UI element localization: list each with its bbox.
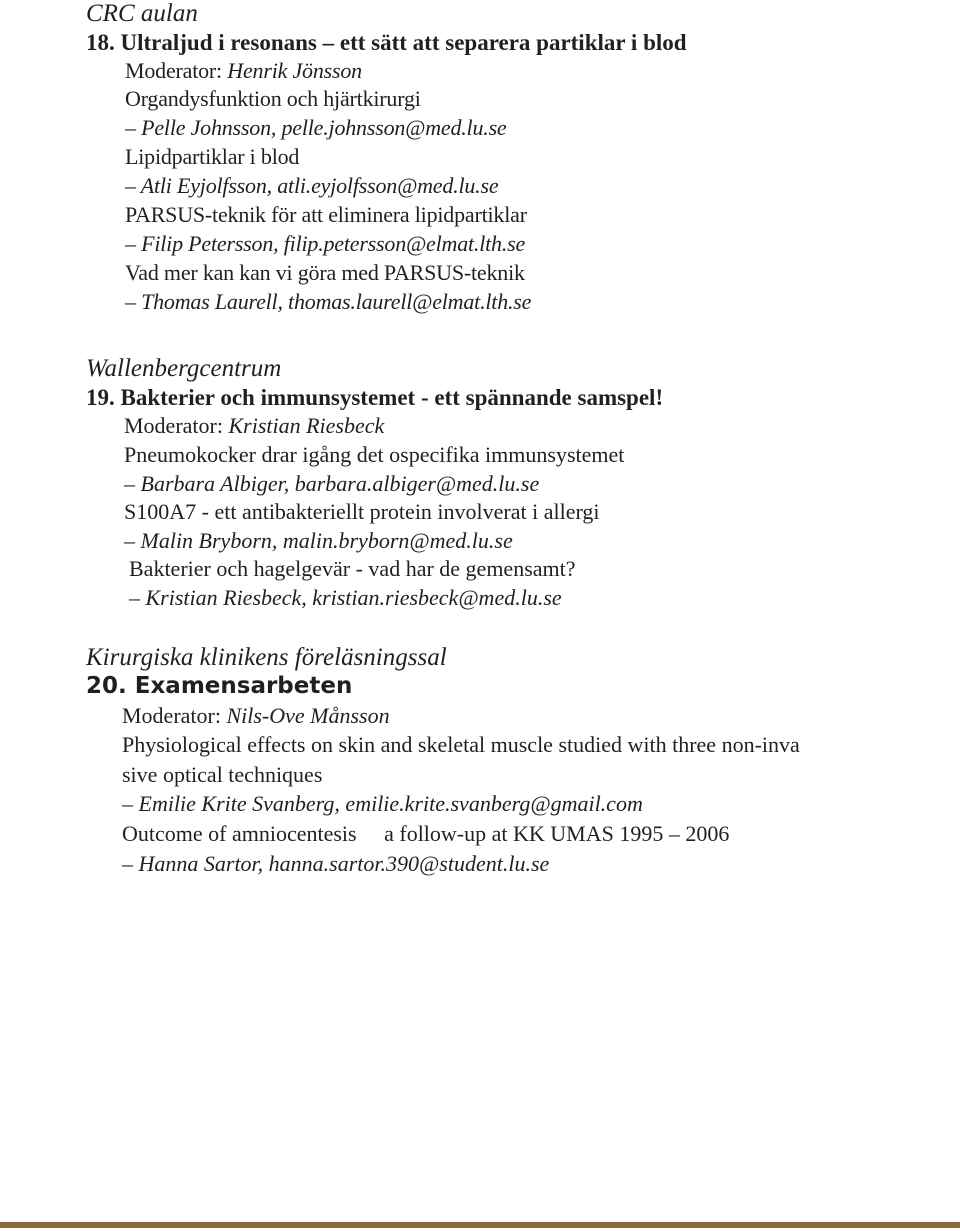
moderator-label: Moderator:	[124, 413, 229, 438]
talk-speaker: – Emilie Krite Svanberg, emilie.krite.svanberg@gmail.com	[122, 791, 643, 816]
talk-title: Lipidpartiklar i blod	[125, 144, 300, 169]
talk-title: S100A7 - ett antibakteriellt protein involverat i allergi	[124, 499, 600, 524]
talk-speaker: – Hanna Sartor, hanna.sartor.390@student.lu.se	[122, 851, 550, 876]
moderator-name: Kristian Riesbeck	[228, 413, 385, 438]
session-title: 20. Examensarbeten	[86, 673, 353, 699]
venue-heading: Kirurgiska klinikens föreläsningssal	[86, 644, 447, 671]
talk-speaker: – Kristian Riesbeck, kristian.riesbeck@med.lu.se	[129, 585, 562, 610]
talk-speaker: – Filip Petersson, filip.petersson@elmat.lth.se	[125, 231, 526, 256]
moderator-name: Nils-Ove Månsson	[226, 703, 390, 728]
talk-speaker: – Pelle Johnsson, pelle.johnsson@med.lu.se	[125, 115, 507, 140]
moderator-label: Moderator:	[125, 58, 228, 83]
session-title: 18. Ultraljud i resonans – ett sätt att separera partiklar i blod	[86, 30, 687, 55]
venue-heading: Wallenbergcentrum	[86, 355, 282, 382]
talk-title: Pneumokocker drar igång det ospecifika immunsystemet	[124, 442, 625, 467]
talk-title: Outcome of amniocentesis a follow-up at KK UMAS 1995 – 2006	[122, 821, 730, 846]
session-title: 19. Bakterier och immunsystemet - ett spännande samspel!	[86, 385, 664, 410]
talk-speaker: – Atli Eyjolfsson, atli.eyjolfsson@med.lu.se	[125, 173, 499, 198]
talk-title: PARSUS-teknik för att eliminera lipidpartiklar	[125, 202, 527, 227]
talk-title: Physiological effects on skin and skeletal muscle studied with three non-inva	[122, 732, 800, 757]
moderator-line	[125, 60, 362, 82]
venue-heading: CRC aulan	[86, 0, 198, 27]
talk-speaker: – Barbara Albiger, barbara.albiger@med.lu.se	[124, 471, 540, 496]
moderator-name: Henrik Jönsson	[227, 58, 362, 83]
moderator-label: Moderator:	[122, 703, 227, 728]
footer-rule	[0, 1222, 960, 1228]
moderator-line	[124, 415, 384, 437]
talk-title: Organdysfunktion och hjärtkirurgi	[125, 86, 421, 111]
moderator-line	[122, 705, 390, 727]
talk-speaker: – Malin Bryborn, malin.bryborn@med.lu.se	[124, 528, 513, 553]
talk-title: Bakterier och hagelgevär - vad har de gemensamt?	[129, 556, 576, 581]
talk-title-continued: sive optical techniques	[122, 762, 323, 787]
talk-title: Vad mer kan kan vi göra med PARSUS-teknik	[125, 260, 525, 285]
talk-speaker: – Thomas Laurell, thomas.laurell@elmat.lth.se	[125, 289, 532, 314]
